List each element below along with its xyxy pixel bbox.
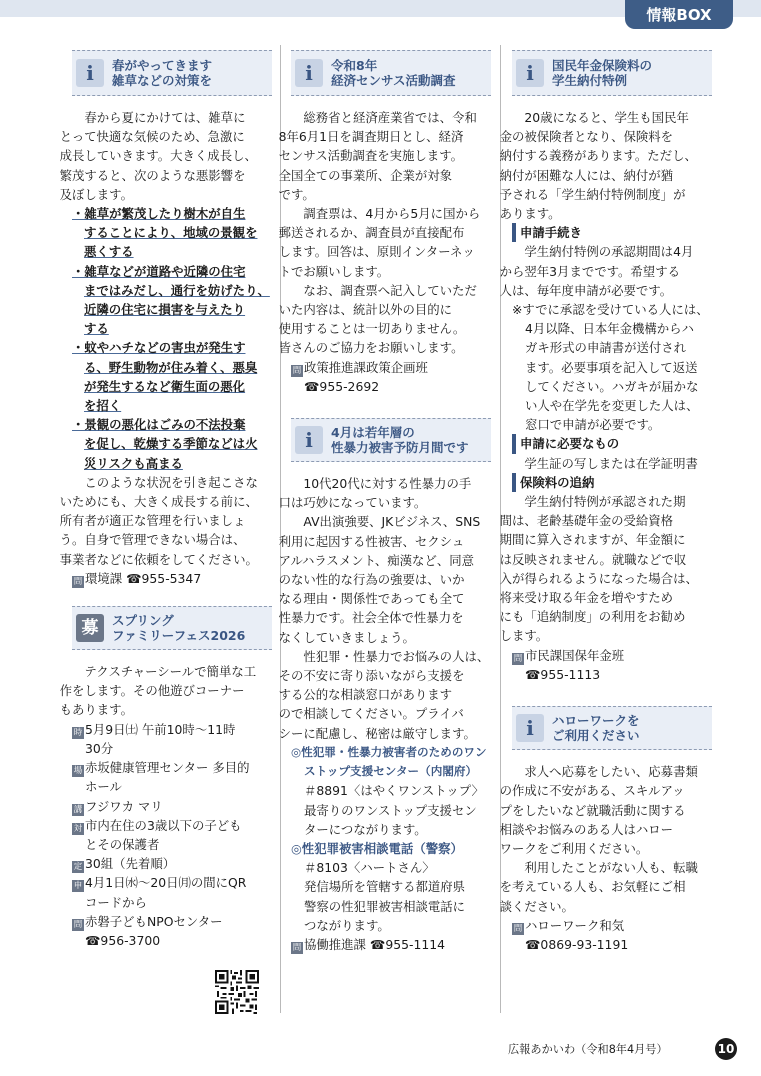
police-hotline-body: ＃8103〈ハートさん〉 発信場所を管轄する都道府県 警察の性犯罪被害相談電話に つながります。 [304,860,466,933]
target-mark-icon: 対 [73,823,83,834]
article-header [512,50,712,96]
paragraph: 学生納付特例の承認期間は4月 から翌年3月までです。希望する 人は、毎年度申請が必要です。 [499,244,694,298]
bullet-item: ・景観の悪化はごみの不法投棄 を促し、乾燥する季節などは火 災リスクも高まる [72,417,258,471]
subheading-additional-payment: 保険料の追納 [512,473,712,492]
recruit-icon: 募 [76,614,104,642]
detail-target: 対 市内在住の3歳以下の子ども とその保護者 [73,817,242,852]
qr-code[interactable] [213,968,261,1016]
paragraph: 調査票は、4月から5月に国から 郵送されるか、調査員が直接配布 します。回答は、原則インターネッ トでお願いします。 [278,206,481,279]
contact-line: 問 市民課国保年金班 [513,647,625,664]
paragraph: なお、調査票へ記入していただ いた内容は、統計以外の目的に 使用することは一切ありません。 皆さんのご協力をお願いします。 [278,282,477,356]
inquiry-mark-icon: 問 [73,919,83,930]
bullet-item: ・雑草が繁茂したり樹木が自生 することにより、地域の景観を 悪くする [72,206,258,260]
info-icon: i [516,59,544,87]
detail-time: 時 5月9日㈯ 午前10時～11時 30分 [73,721,236,756]
info-icon: i [516,714,544,742]
lecturer-mark-icon: 講 [73,804,83,815]
contact-line: 問 ハローワーク和気 [513,917,625,934]
inquiry-mark-icon: 問 [513,653,523,664]
inquiry-mark-icon: 問 [292,942,302,953]
info-icon: i [295,59,323,87]
bullet-item: ・雑草などが道路や近隣の住宅 まではみだし、通行を妨げたり、 近隣の住宅に損害を与えたり する [72,263,270,337]
paragraph: テクスチャーシールで簡単な工 作をします。その他遊びコーナー もあります。 [59,664,257,718]
contact-tel: ☎955-2692 [304,378,380,394]
article-title: 国民年金保険料の 学生納付特例 [552,58,653,88]
detail-lecturer: 講 フジワカ マリ [73,798,163,815]
article-header [291,50,491,96]
contact-line: 問 協働推進課 ☎955-1114 [292,936,445,953]
subheading-required: 申請に必要なもの [512,434,712,453]
subheading-application: 申請手続き [512,223,712,242]
note: ※すでに承認を受けている人には、 4月以降、日本年金機構からハ ガキ形式の申請書が送付され ます。必要事項を記入して返送 してください。ハガキが届かな い人や在学先を変更した人は、 窓口で申請が必要です。 [512,302,709,433]
article-title: 令和8年 経済センサス活動調査 [331,58,456,88]
contact-tel: ☎955-1113 [525,666,601,682]
info-icon: i [76,59,104,87]
police-hotline-heading: ◎性犯罪被害相談電話（警察） [291,840,463,856]
detail-capacity: 定 30組（先着順） [73,856,176,873]
time-mark-icon: 時 [73,727,83,738]
apply-mark-icon: 申 [73,881,83,892]
paragraph: 春から夏にかけては、雑草に とって快適な気候のため、急激に 成長していきます。大きく成長し、 繁茂すると、次のような悪影響を 及ぼします。 [59,110,257,202]
article-header [72,606,272,650]
detail-apply: 申 4月1日㈬～20日㈪の間にQR コードから [73,875,247,910]
page-number: 10 [715,1038,737,1060]
article-title: ハローワークを ご利用ください [552,713,640,744]
inquiry-mark-icon: 問 [292,365,302,376]
paragraph: 20歳になると、学生も国民年 金の被保険者となり、保険料を 納付する義務があります。ただし、 納付が困難な人には、納付が猶 予される「学生納付特例制度」が あります。 [499,110,697,222]
paragraph: 求人へ応募をしたい、応募書類 の作成に不安がある、スキルアッ プをしたいなど就職活動に関する 相談やお悩みのある人はハロー ワークをご利用ください。 [499,764,698,856]
contact-tel: ☎0869-93-1191 [525,936,629,952]
article-title: スプリング ファミリーフェス2026 [112,613,246,644]
paragraph: 学生納付特例が承認された期 間は、老齢基礎年金の受給資格 期間に算入されますが、年金額に は反映されません。就職などで収 入が得られるようになった場合は、 将来受け取る年金を増やすため にも「追納制度」の利用をお勧め します。 [499,494,698,644]
article-header [72,50,272,96]
bullet-item: ・蚊やハチなどの害虫が発生す る、野生動物が住み着く、悪臭 が発生するなど衛生面の悪化 を招く [72,340,258,414]
capacity-mark-icon: 定 [73,862,83,873]
contact-line: 問 政策推進課政策企画班 [292,359,428,376]
column-1 [59,50,272,950]
paragraph: 性犯罪・性暴力でお悩みの人は、 その不安に寄り添いながら支援を する公的な相談窓口があります ので相談してください。プライバ シーに配慮し、秘密は厳守します。 [278,648,490,741]
paragraph: 総務省と経済産業省では、令和 8年6月1日を調査期日とし、経済 センサス活動調査を実施します。 全国全ての事業所、企業が対象 です。 [278,110,477,202]
footer-publication: 広報あかいわ（令和8年4月号） [508,1043,668,1056]
paragraph: 10代20代に対する性暴力の手 口は巧妙になっています。 [278,476,472,511]
paragraph: AV出演強要、JKビジネス、SNS 利用に起因する性被害、セクシュ アルハラスメント、痴漢など、同意 のない性的な行為の強要は、いか なる理由・関係性であっても全て 性暴力です。社会全体で性暴力を なくしていきましょう。 [278,514,481,645]
article-title: 春がやってきます 雑草などの対策を [112,58,213,88]
inquiry-mark-icon: 問 [73,576,83,587]
support-center-heading: ◎性犯罪・性暴力被害者のためのワン ストップ支援センター（内閣府） [291,744,487,779]
contact-line: 問 環境課 ☎955-5347 [73,570,202,587]
section-tab: 情報BOX [625,0,733,29]
info-icon: i [295,426,323,454]
paragraph: 利用したことがない人も、転職 を考えている人も、お気軽にご相 談ください。 [499,860,698,914]
article-header [512,706,712,750]
column-3 [499,50,712,954]
support-center-body: ＃8891〈はやくワンストップ〉 最寄りのワンストップ支援セン ターにつながります。 [304,783,484,837]
column-2 [278,50,491,954]
detail-place: 場 赤坂健康管理センター 多目的 ホール [73,760,250,795]
contact-tel: ☎956-3700 [85,932,161,948]
article-title: 4月は若年層の 性暴力被害予防月間です [331,425,469,456]
paragraph: このような状況を引き起こさな いためにも、大きく成長する前に、 所有者が適正な管理を行いましょ う。自身で管理できない場合は、 事業者などに依頼をしてください。 [59,474,258,567]
article-header [291,418,491,462]
place-mark-icon: 場 [73,766,83,777]
inquiry-mark-icon: 問 [513,923,523,934]
detail-contact: 問 赤磐子どもNPOセンター [73,913,223,930]
paragraph: 学生証の写しまたは在学証明書 [524,455,698,471]
